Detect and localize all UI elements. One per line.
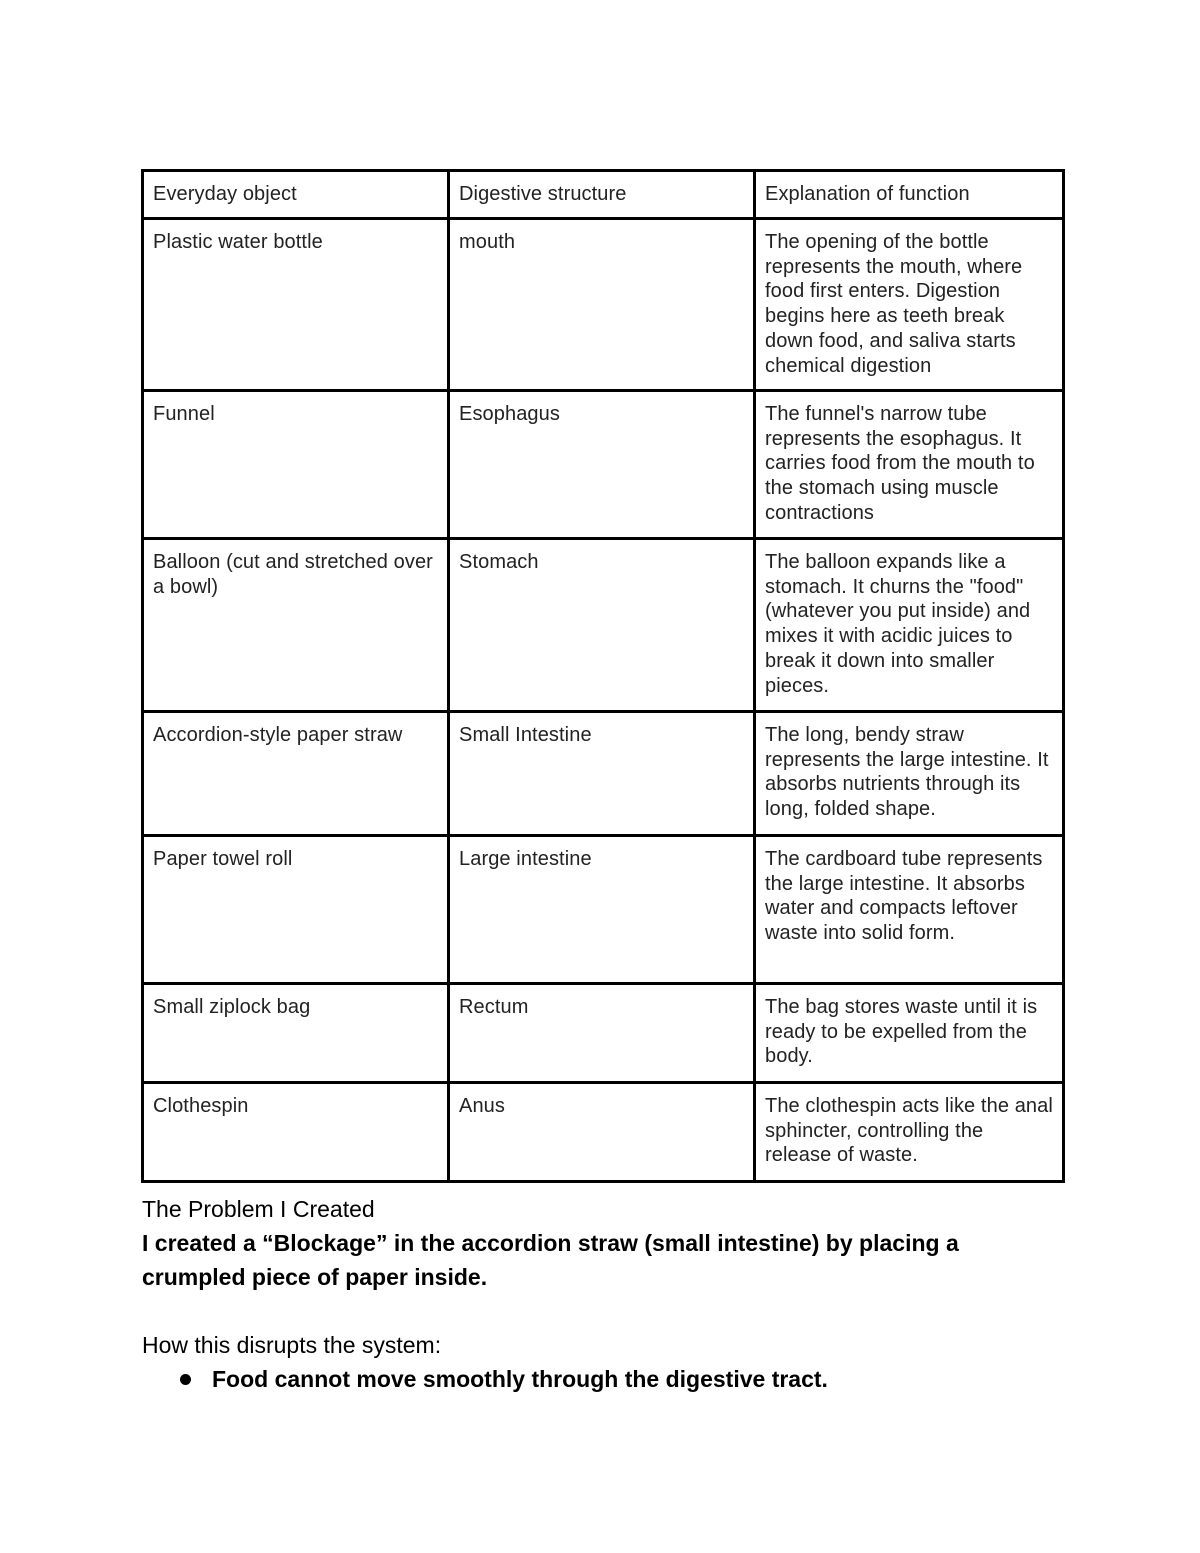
cell-structure: Small Intestine	[449, 712, 755, 836]
problem-section	[142, 1192, 1042, 1396]
cell-object: Clothespin	[143, 1083, 449, 1182]
header-digestive-structure: Digestive structure	[449, 171, 755, 219]
cell-explanation: The funnel's narrow tube represents the esophagus. It carries food from the mouth to the stomach using muscle contractions	[755, 391, 1064, 539]
cell-object: Small ziplock bag	[143, 984, 449, 1083]
table-row	[143, 391, 1064, 539]
table-row	[143, 539, 1064, 712]
cell-structure: mouth	[449, 219, 755, 391]
cell-explanation: The balloon expands like a stomach. It churns the "food" (whatever you put inside) and mixes it with acidic juices to break it down into smaller pieces.	[755, 539, 1064, 712]
cell-explanation: The cardboard tube represents the large intestine. It absorbs water and compacts leftover waste into solid form.	[755, 836, 1064, 984]
cell-object: Balloon (cut and stretched over a bowl)	[143, 539, 449, 712]
table-row	[143, 1083, 1064, 1182]
bullet-icon	[180, 1374, 191, 1385]
cell-explanation: The bag stores waste until it is ready to be expelled from the body.	[755, 984, 1064, 1083]
list-item	[142, 1362, 1042, 1396]
table-row	[143, 219, 1064, 391]
cell-structure: Large intestine	[449, 836, 755, 984]
cell-structure: Rectum	[449, 984, 755, 1083]
cell-object: Funnel	[143, 391, 449, 539]
disruption-heading: How this disrupts the system:	[142, 1332, 442, 1358]
cell-object: Paper towel roll	[143, 836, 449, 984]
cell-object: Accordion-style paper straw	[143, 712, 449, 836]
table-row	[143, 836, 1064, 984]
cell-explanation: The clothespin acts like the anal sphincter, controlling the release of waste.	[755, 1083, 1064, 1182]
cell-structure: Esophagus	[449, 391, 755, 539]
cell-explanation: The long, bendy straw represents the large intestine. It absorbs nutrients through its long, folded shape.	[755, 712, 1064, 836]
table-header-row	[143, 171, 1064, 219]
table-row	[143, 984, 1064, 1083]
digestive-model-table	[141, 169, 1065, 1183]
header-everyday-object: Everyday object	[143, 171, 449, 219]
problem-description: I created a “Blockage” in the accordion straw (small intestine) by placing a crumpled piece of paper inside.	[142, 1230, 959, 1290]
cell-structure: Stomach	[449, 539, 755, 712]
problem-title: The Problem I Created	[142, 1196, 375, 1222]
list-item-text: Food cannot move smoothly through the digestive tract.	[212, 1366, 828, 1392]
cell-structure: Anus	[449, 1083, 755, 1182]
disruption-list	[142, 1362, 1042, 1396]
table-row	[143, 712, 1064, 836]
header-explanation: Explanation of function	[755, 171, 1064, 219]
cell-explanation: The opening of the bottle represents the mouth, where food first enters. Digestion begins here as teeth break down food, and saliva starts chemical digestion	[755, 219, 1064, 391]
cell-object: Plastic water bottle	[143, 219, 449, 391]
